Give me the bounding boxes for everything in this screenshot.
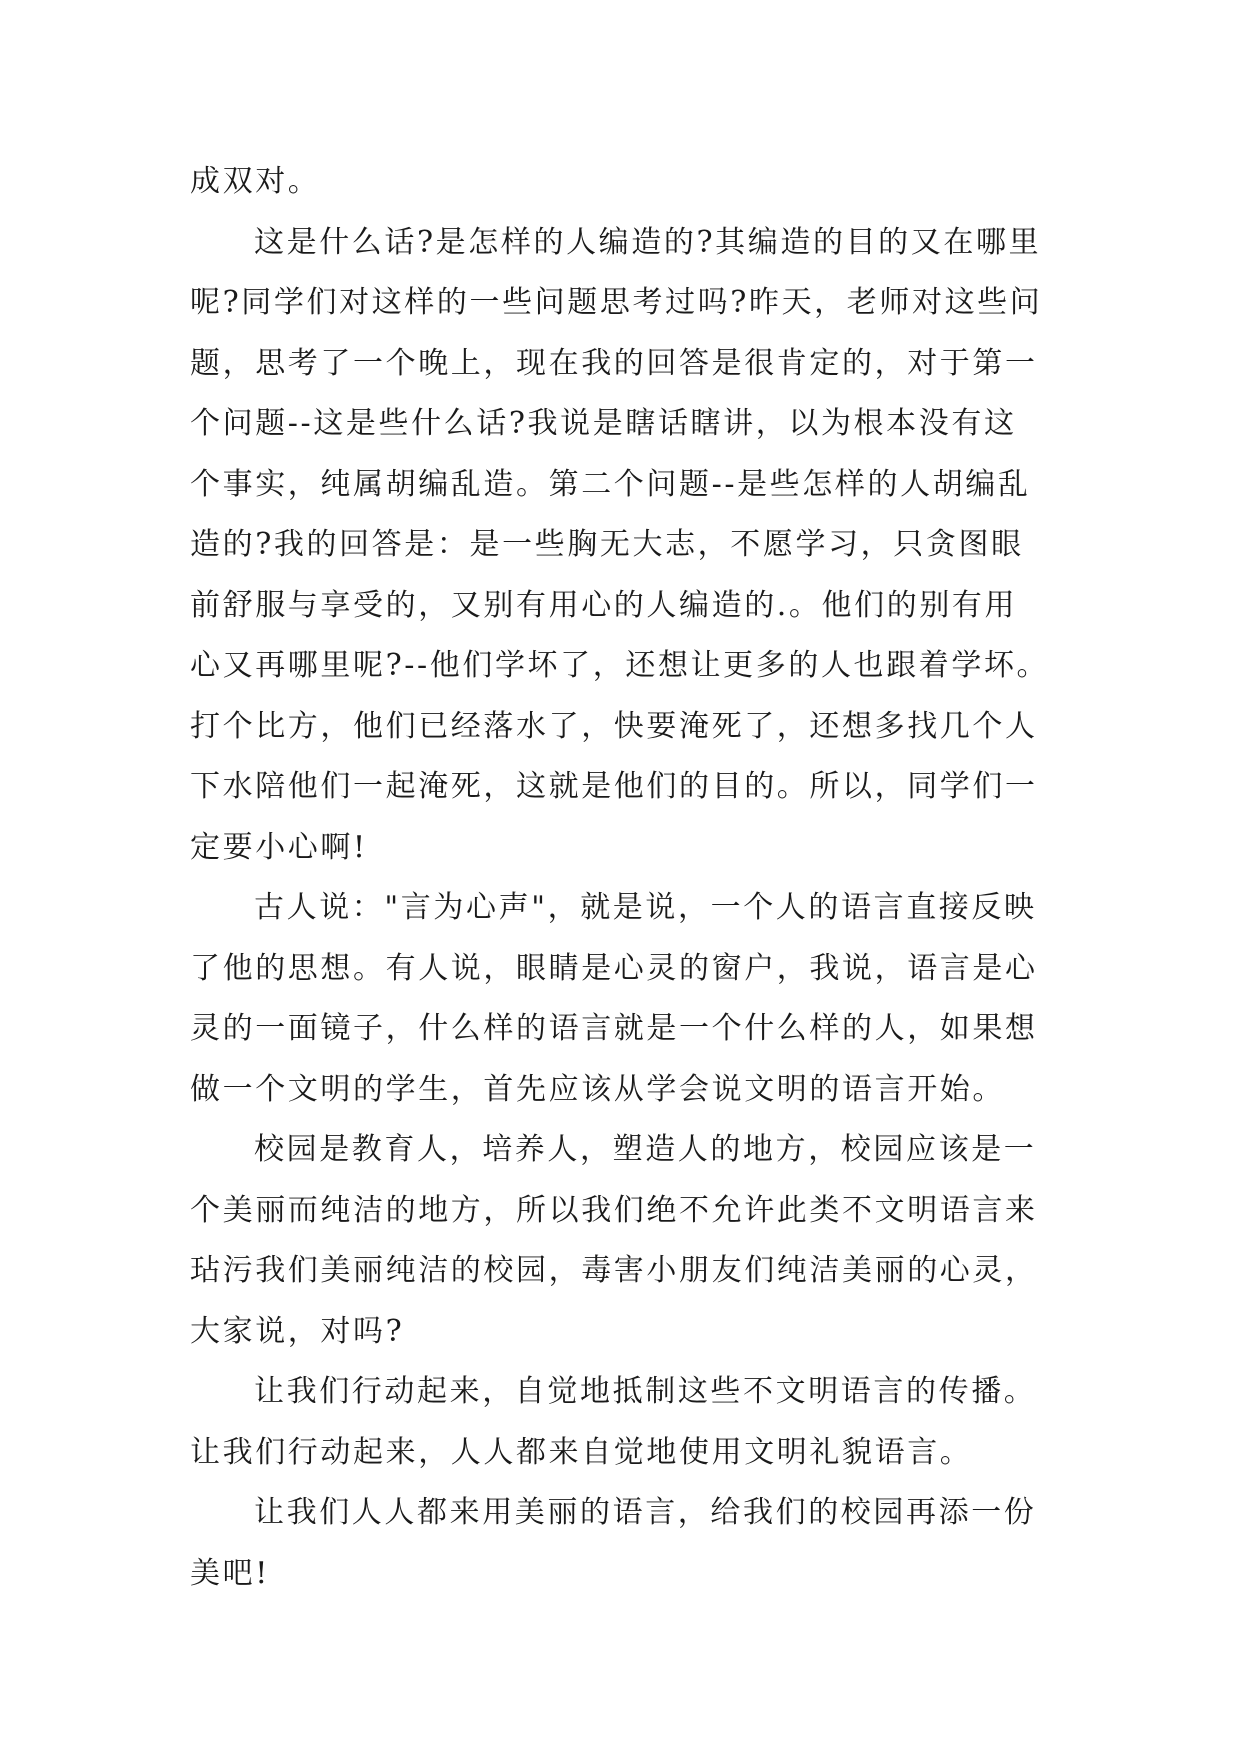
text-line: 大家说，对吗?	[190, 1313, 405, 1349]
text-line: 了他的思想。有人说，眼睛是心灵的窗户，我说，语言是心	[190, 950, 1038, 986]
text-line: 让我们行动起来，人人都来自觉地使用文明礼貌语言。	[190, 1434, 973, 1470]
text-line: 呢?同学们对这样的一些问题思考过吗?昨天，老师对这些问	[190, 285, 1043, 320]
text-line: 造的?我的回答是：是一些胸无大志，不愿学习，只贪图眼	[190, 527, 1024, 562]
text-line: 让我们人人都来用美丽的语言，给我们的校园再添一份	[254, 1495, 1037, 1530]
text-line: 校园是教育人，培养人，塑造人的地方，校园应该是一	[254, 1132, 1037, 1167]
document-body	[190, 152, 1070, 1604]
text-line: 让我们行动起来，自觉地抵制这些不文明语言的传播。	[254, 1374, 1037, 1409]
text-line: 个问题--这是些什么话?我说是瞎话瞎讲，以为根本没有这	[190, 406, 1017, 441]
text-line: 下水陪他们一起淹死，这就是他们的目的。所以，同学们一	[190, 769, 1038, 804]
text-line: 成双对。	[190, 164, 321, 199]
text-line: 美吧!	[190, 1555, 270, 1591]
text-line: 这是什么话?是怎样的人编造的?其编造的目的又在哪里	[254, 224, 1042, 260]
text-line: 个事实，纯属胡编乱造。第二个问题--是些怎样的人胡编乱	[190, 466, 1031, 502]
text-line: 灵的一面镜子，什么样的语言就是一个什么样的人，如果想	[190, 1011, 1038, 1046]
text-line: 玷污我们美丽纯洁的校园，毒害小朋友们纯洁美丽的心灵，	[190, 1253, 1038, 1288]
text-line: 古人说："言为心声"，就是说，一个人的语言直接反映	[254, 890, 1037, 925]
text-line: 打个比方，他们已经落水了，快要淹死了，还想多找几个人	[190, 708, 1038, 744]
text-line: 个美丽而纯洁的地方，所以我们绝不允许此类不文明语言来	[190, 1192, 1038, 1228]
text-line: 做一个文明的学生，首先应该从学会说文明的语言开始。	[190, 1071, 1005, 1107]
text-line: 题，思考了一个晚上，现在我的回答是很肯定的，对于第一	[190, 345, 1038, 381]
text-line: 定要小心啊!	[190, 829, 368, 865]
text-line: 前舒服与享受的，又别有用心的人编造的.。他们的别有用	[190, 587, 1018, 623]
text-line: 心又再哪里呢?--他们学坏了，还想让更多的人也跟着学坏。	[190, 648, 1050, 683]
